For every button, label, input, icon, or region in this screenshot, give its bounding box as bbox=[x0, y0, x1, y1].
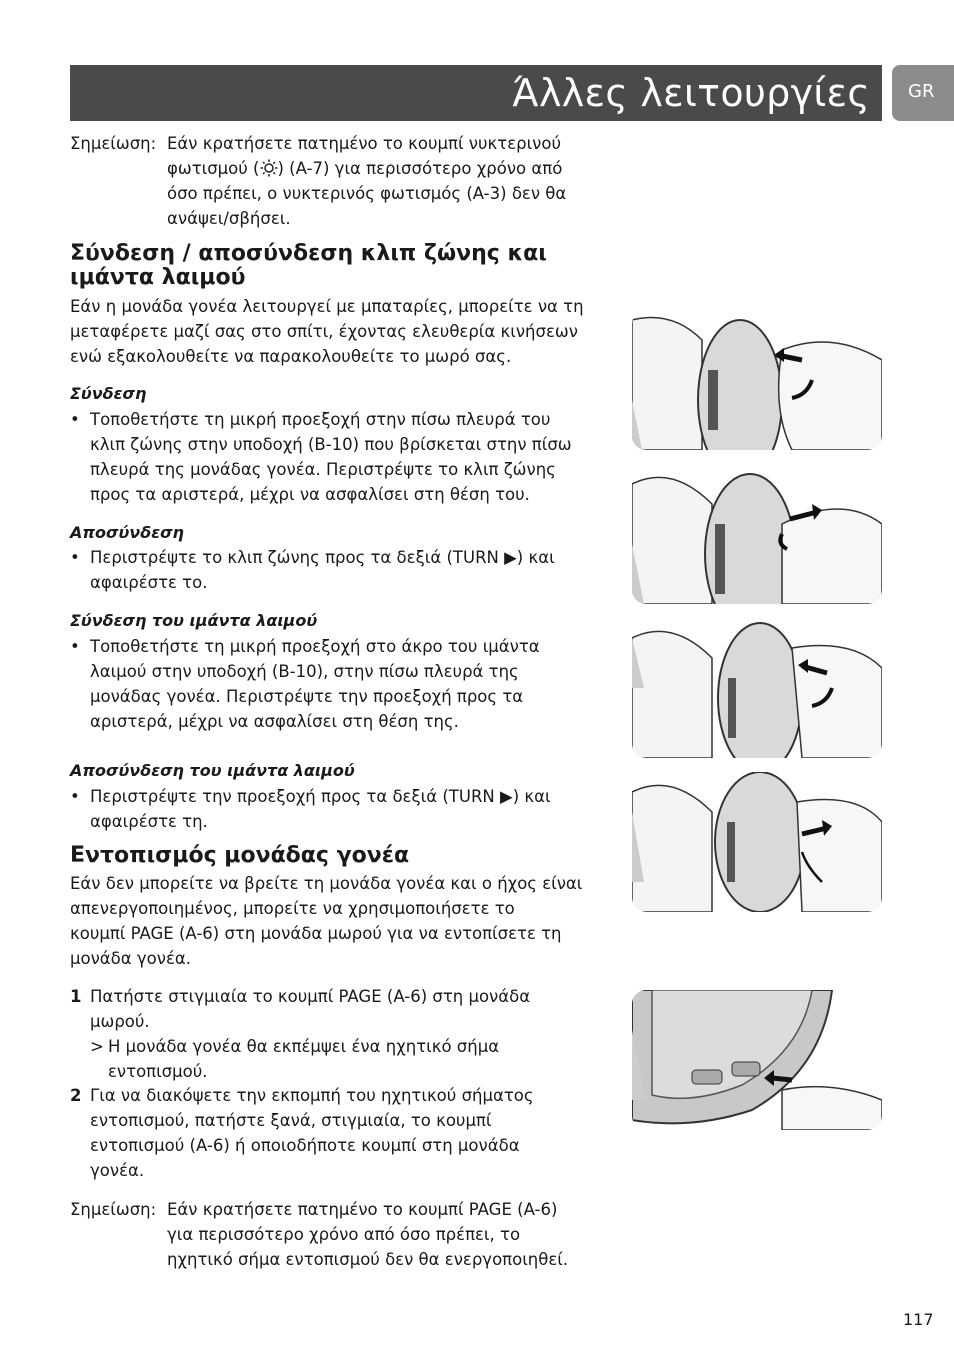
clip-attach-illustration bbox=[632, 310, 882, 450]
list-item-line: Περιστρέψτε την προεξοχή προς τα δεξιά (TURN ▶) και bbox=[90, 787, 551, 806]
paragraph-line: μονάδα γονέα. bbox=[70, 949, 192, 968]
step-number: 1 bbox=[70, 987, 82, 1006]
result-line: Η μονάδα γονέα θα εκπέμψει ένα ηχητικό σήμα bbox=[108, 1037, 500, 1056]
paragraph-line: μεταφέρετε μαζί σας στο σπίτι, έχοντας ελευθερία κινήσεων bbox=[70, 322, 578, 341]
page-button-illustration bbox=[632, 990, 882, 1130]
note-text-line: όσο πρέπει, ο νυκτερινός φωτισμός (A-3) δεν θα bbox=[167, 184, 567, 203]
subsection-heading: Σύνδεση bbox=[70, 384, 147, 403]
paragraph-line: ενώ εξακολουθείτε να παρακολουθείτε το μωρό σας. bbox=[70, 347, 512, 366]
chapter-title: Άλλες λειτουργίες bbox=[512, 71, 870, 115]
list-item-line: κλιπ ζώνης στην υποδοχή (B-10) που βρίσκεται στην πίσω bbox=[90, 435, 572, 454]
step-line: γονέα. bbox=[90, 1161, 145, 1180]
paragraph-line: κουμπί PAGE (A-6) στη μονάδα μωρού για να εντοπίσετε τη bbox=[70, 924, 562, 943]
list-item-line: Τοποθετήστε τη μικρή προεξοχή στην πίσω πλευρά του bbox=[90, 410, 551, 429]
note-label: Σημείωση: bbox=[70, 1200, 157, 1219]
note-text-line: ανάψει/σβήσει. bbox=[167, 209, 291, 228]
bullet: • bbox=[70, 548, 80, 567]
step-line: μωρού. bbox=[90, 1012, 150, 1031]
list-item-line: αφαιρέστε τη. bbox=[90, 812, 208, 831]
bullet: • bbox=[70, 787, 80, 806]
page-number: 117 bbox=[903, 1310, 934, 1329]
note-text-line: Εάν κρατήσετε πατημένο το κουμπί νυκτερινού bbox=[167, 134, 562, 153]
result-line: εντοπισμού. bbox=[108, 1062, 208, 1081]
section-heading: Σύνδεση / αποσύνδεση κλιπ ζώνης και bbox=[70, 241, 547, 266]
list-item-line: προς τα αριστερά, μέχρι να ασφαλίσει στη θέση του. bbox=[90, 485, 530, 504]
strap-detach-illustration bbox=[632, 772, 882, 912]
list-item-line: μονάδας γονέα. Περιστρέψτε την προεξοχή προς τα bbox=[90, 687, 524, 706]
note-label: Σημείωση: bbox=[70, 134, 157, 153]
list-item-line: πλευρά της μονάδας γονέα. Περιστρέψτε το κλιπ ζώνης bbox=[90, 460, 556, 479]
paragraph-line: Εάν η μονάδα γονέα λειτουργεί με μπαταρίες, μπορείτε να τη bbox=[70, 297, 584, 316]
list-item-line: λαιμού στην υποδοχή (B-10), στην πίσω πλευρά της bbox=[90, 662, 519, 681]
language-code: GR bbox=[908, 81, 935, 102]
note-text-line: για περισσότερο χρόνο από όσο πρέπει, το bbox=[167, 1225, 521, 1244]
list-item-line: αφαιρέστε το. bbox=[90, 573, 208, 592]
paragraph-line: απενεργοποιημένος, μπορείτε να χρησιμοποιήσετε το bbox=[70, 899, 515, 918]
note-text-line: ηχητικό σήμα εντοπισμού δεν θα ενεργοποιηθεί. bbox=[167, 1250, 569, 1269]
subsection-heading: Αποσύνδεση bbox=[70, 523, 184, 542]
subsection-heading: Σύνδεση του ιμάντα λαιμού bbox=[70, 611, 318, 630]
section-heading: Εντοπισμός μονάδας γονέα bbox=[70, 843, 410, 868]
strap-attach-illustration bbox=[632, 618, 882, 758]
result-marker: > bbox=[90, 1037, 104, 1056]
chapter-title-bar bbox=[70, 65, 882, 121]
list-item-line: Περιστρέψτε το κλιπ ζώνης προς τα δεξιά (TURN ▶) και bbox=[90, 548, 555, 567]
list-item-line: αριστερά, μέχρι να ασφαλίσει στη θέση της. bbox=[90, 712, 459, 731]
section-heading: ιμάντα λαιμού bbox=[70, 265, 246, 290]
bullet: • bbox=[70, 410, 80, 429]
step-line: Για να διακόψετε την εκπομπή του ηχητικού σήματος bbox=[90, 1086, 534, 1105]
step-line: εντοπισμού, πατήστε ξανά, στιγμιαία, το κουμπί bbox=[90, 1111, 492, 1130]
step-line: Πατήστε στιγμιαία το κουμπί PAGE (A-6) στη μονάδα bbox=[90, 987, 531, 1006]
subsection-heading: Αποσύνδεση του ιμάντα λαιμού bbox=[70, 761, 355, 780]
note-text-line: Εάν κρατήσετε πατημένο το κουμπί PAGE (A-6) bbox=[167, 1200, 558, 1219]
language-tab bbox=[892, 65, 954, 121]
paragraph-line: Εάν δεν μπορείτε να βρείτε τη μονάδα γονέα και ο ήχος είναι bbox=[70, 874, 583, 893]
list-item-line: Τοποθετήστε τη μικρή προεξοχή στο άκρο του ιμάντα bbox=[90, 637, 540, 656]
step-line: εντοπισμού (A-6) ή οποιοδήποτε κουμπί στη μονάδα bbox=[90, 1136, 520, 1155]
clip-detach-illustration bbox=[632, 464, 882, 604]
bullet: • bbox=[70, 637, 80, 656]
note-text-line: φωτισμού ( ) (A-7) για περισσότερο χρόνο από bbox=[167, 156, 562, 184]
step-number: 2 bbox=[70, 1086, 82, 1105]
